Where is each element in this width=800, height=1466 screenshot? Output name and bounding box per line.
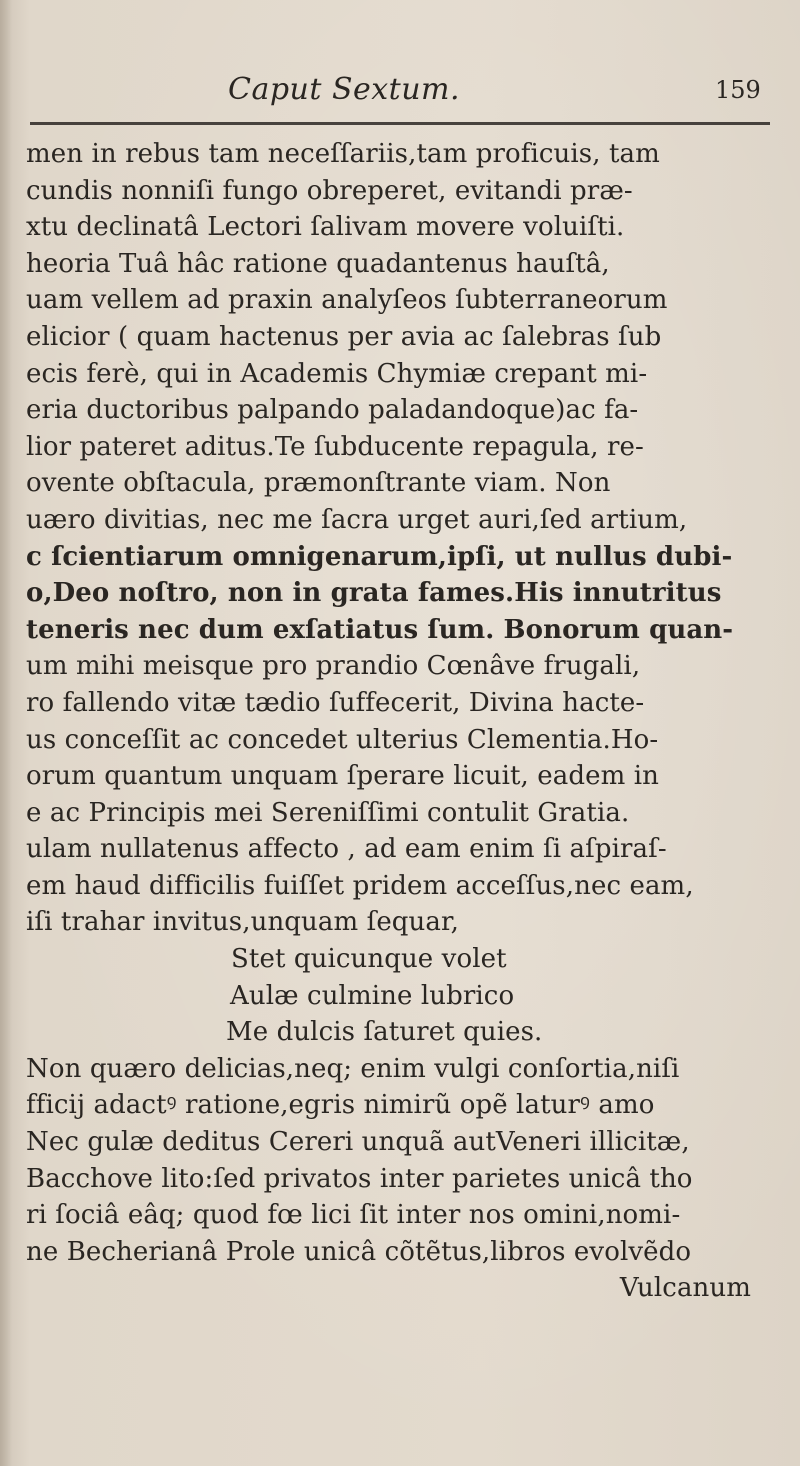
page-header bbox=[0, 72, 800, 122]
text-line: o,Deo noſtro, non in grata fames.His innutritus bbox=[26, 578, 722, 609]
text-line: ri ſociâ eâq; quod fœ lici ſit inter nos omini,nomi- bbox=[26, 1200, 681, 1231]
text-line: xtu declinatâ Lectori ſalivam movere voluiſti. bbox=[26, 212, 625, 243]
text-line: Bacchove lito:ſed privatos inter parietes unicâ tho bbox=[26, 1163, 693, 1194]
text-line: uæro divitias, nec me ſacra urget auri,ſed artium, bbox=[26, 504, 688, 535]
verse-line: Stet quicunque volet bbox=[231, 944, 507, 975]
text-line: lior pateret aditus.Te ſubducente repagula, re- bbox=[26, 431, 644, 462]
text-line: us conceſſit ac concedet ulterius Clementia.Ho- bbox=[26, 724, 659, 755]
text-line: Non quæro delicias,neq; enim vulgi conſortia,niſi bbox=[26, 1053, 680, 1084]
verse-line: Me dulcis ſaturet quies. bbox=[226, 1017, 543, 1048]
page-number: 159 bbox=[715, 76, 761, 104]
text-line: fficij adactꝰ ratione,egris nimirũ opẽ laturꝰ amo bbox=[26, 1090, 655, 1121]
text-line: ro fallendo vitæ tædio ſuffecerit, Divina hacte- bbox=[26, 687, 645, 718]
text-line: orum quantum unquam ſperare licuit, eadem in bbox=[26, 761, 659, 792]
verse-line: Aulæ culmine lubrico bbox=[230, 980, 515, 1011]
text-line: iſi trahar invitus,unquam ſequar, bbox=[26, 907, 460, 938]
body-text bbox=[26, 136, 776, 1307]
catchword: Vulcanum bbox=[619, 1273, 751, 1304]
running-title: Caput Sextum. bbox=[228, 72, 461, 107]
text-line: ecis ferè, qui in Academis Chymiæ crepant mi- bbox=[26, 358, 648, 389]
text-line: elicior ( quam hactenus per avia ac ſalebras ſub bbox=[26, 321, 662, 352]
text-line: ne Becherianâ Prole unicâ cõtẽtus,libros evolvẽdo bbox=[26, 1236, 692, 1267]
text-line: cundis nonniſi fungo obreperet, evitandi præ- bbox=[26, 175, 633, 206]
text-line: uam vellem ad praxin analyſeos ſubterraneorum bbox=[26, 285, 668, 316]
text-line: Nec gulæ deditus Cereri unquã autVeneri illicitæ, bbox=[26, 1127, 690, 1158]
text-line: em haud difficilis fuiſſet pridem acceſſus,nec eam, bbox=[26, 870, 694, 901]
text-line: teneris nec dum exſatiatus ſum. Bonorum quan- bbox=[26, 614, 734, 645]
header-rule bbox=[30, 122, 770, 129]
text-line: men in rebus tam neceſſariis,tam proficuis, tam bbox=[26, 139, 660, 169]
text-line: ovente obſtacula, præmonſtrante viam. Non bbox=[26, 468, 611, 499]
text-line: ulam nullatenus affecto , ad eam enim ſi aſpiraſ- bbox=[26, 834, 667, 865]
text-line: heoria Tuâ hâc ratione quadantenus hauſtâ, bbox=[26, 248, 610, 279]
text-line: um mihi meisque pro prandio Cœnâve frugali, bbox=[26, 651, 641, 682]
text-line: e ac Principis mei Sereniſſimi contulit Gratia. bbox=[26, 797, 630, 828]
text-line: c ſcientiarum omnigenarum,ipſi, ut nullus dubi- bbox=[26, 541, 733, 572]
text-line: eria ductoribus palpando paladandoque)ac fa- bbox=[26, 395, 639, 426]
page-gutter-shadow bbox=[0, 0, 12, 1466]
